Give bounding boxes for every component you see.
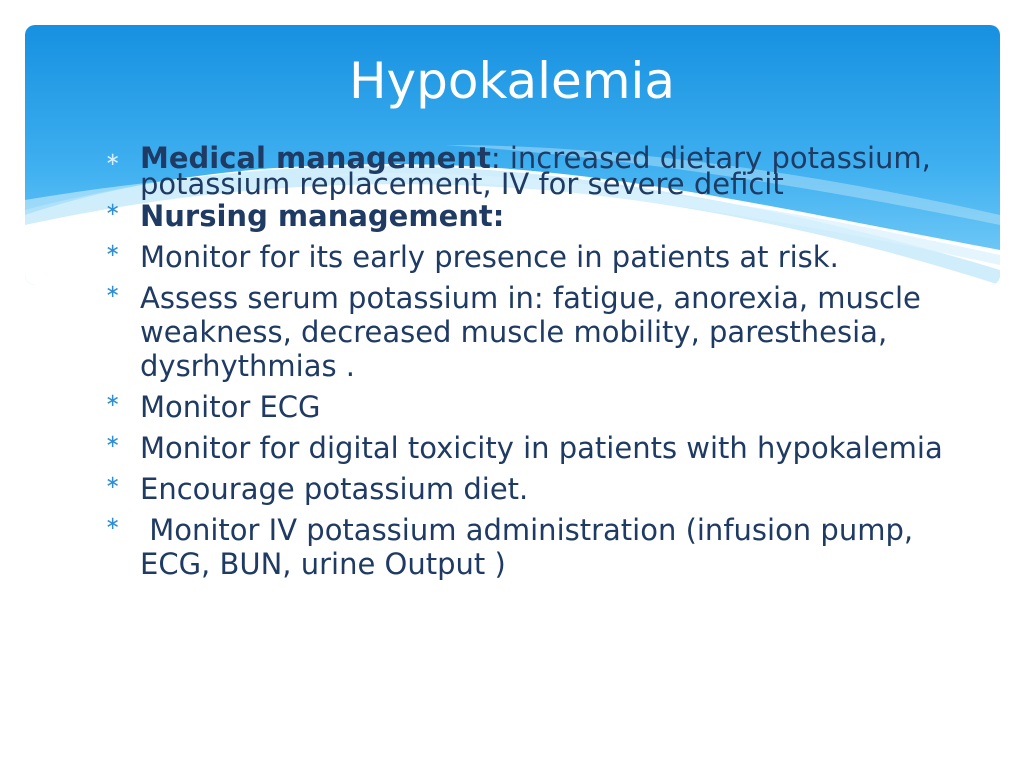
bullet-icon: ∗ [105, 431, 121, 452]
item-text: Monitor for digital toxicity in patients with hypokalemia [140, 431, 943, 465]
item-text: Monitor IV potassium administration (infusion pump, ECG, BUN, urine Output ) [140, 513, 923, 581]
bullet-icon: ∗ [105, 472, 121, 493]
item-bold-label: Medical management [140, 141, 491, 175]
item-text: Monitor for its early presence in patients at risk. [140, 240, 839, 274]
bullet-icon: ∗ [105, 513, 121, 534]
list-item [105, 141, 945, 201]
list-item [105, 240, 945, 274]
bullet-icon: ∗ [105, 149, 121, 170]
bullet-icon: ∗ [105, 240, 121, 261]
list-item [105, 431, 945, 465]
list-item [105, 281, 945, 383]
list-item [105, 472, 945, 506]
item-text: Monitor ECG [140, 390, 321, 424]
slide-title: Hypokalemia [348, 52, 676, 110]
list-item [105, 513, 945, 581]
bullet-icon: ∗ [105, 281, 121, 302]
list-item [105, 199, 945, 233]
bullet-icon: ∗ [105, 390, 121, 411]
item-bold-label: Nursing management: [140, 199, 505, 233]
bullet-icon: ∗ [105, 199, 121, 220]
item-text: : increased dietary potassium, potassium replacement, IV for severe deficit [140, 141, 931, 201]
item-text: Encourage potassium diet. [140, 472, 529, 506]
list-item [105, 390, 945, 424]
item-text: Assess serum potassium in: fatigue, anorexia, muscle weakness, decreased muscle mobility, paresthesia, dysrhythmias . [140, 281, 921, 383]
bullet-list [105, 141, 945, 581]
